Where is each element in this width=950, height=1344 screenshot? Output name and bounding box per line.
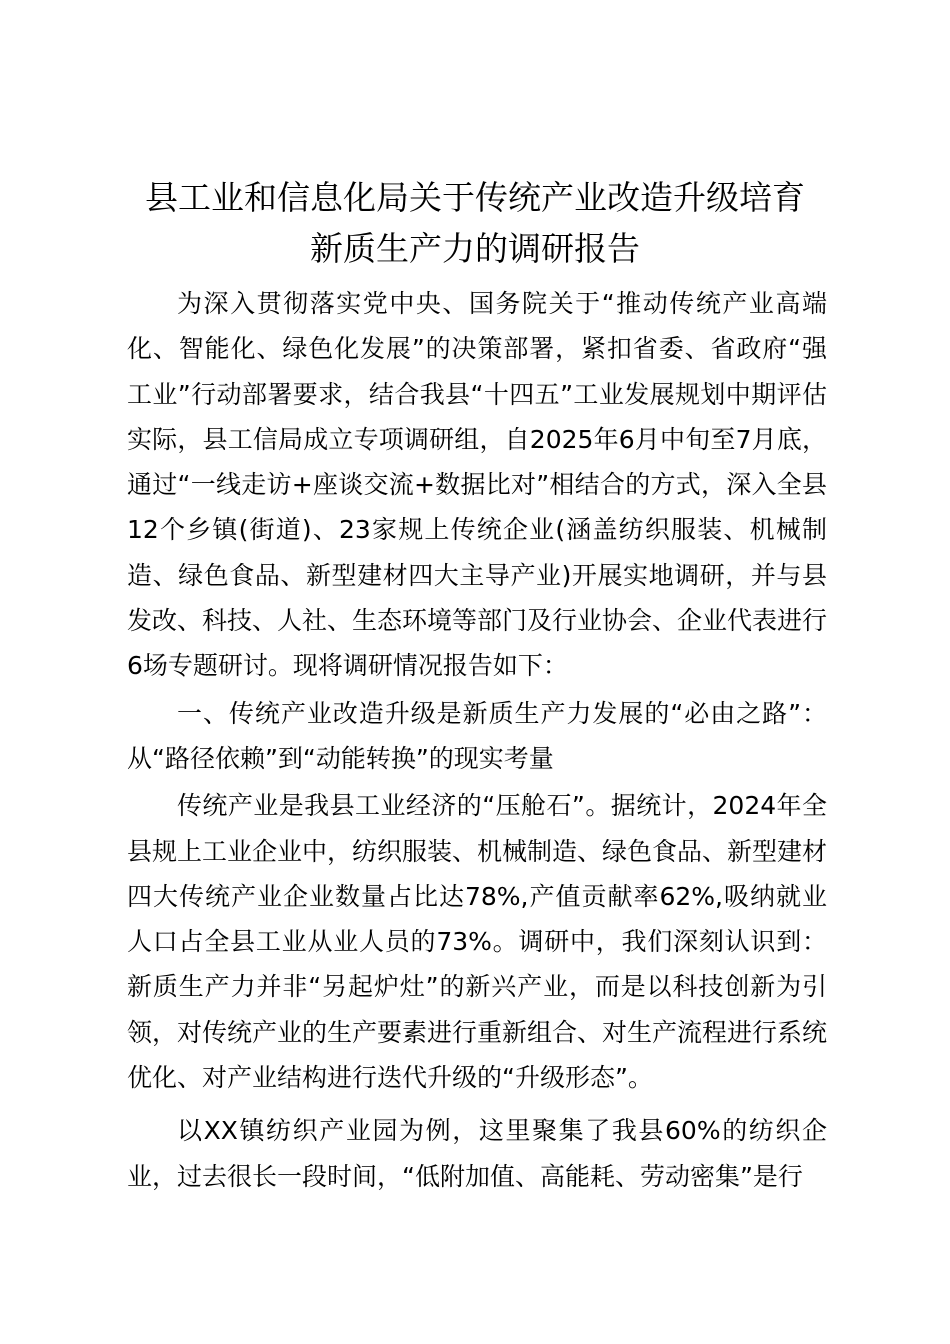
title-line-2: 新质生产力的调研报告 — [310, 229, 640, 268]
paragraph-example: 以XX镇纺织产业园为例，这里聚集了我县60%的纺织企业，过去很长一段时间，“低附加值、高能耗、劳动密集”是行 — [127, 1116, 827, 1191]
paragraph-section-1: 传统产业是我县工业经济的“压舱石”。据统计，2024年全县规上工业企业中，纺织服装、机械制造、绿色食品、新型建材四大传统产业企业数量占比达78%,产值贡献率62%,吸纳就业人口占全县工业从业人员的73%。调研中，我们深刻认识到：新质生产力并非“另起炉灶”的新兴产业，而是以科技创新为引领，对传统产业的生产要素进行重新组合、对生产流程进行系统优化、对产业结构进行迭代升级的“升级形态”。 — [127, 791, 828, 1093]
title-line-1: 县工业和信息化局关于传统产业改造升级培育 — [145, 178, 805, 217]
section-heading-1: 一、传统产业改造升级是新质生产力发展的“必由之路”：从“路径依赖”到“动能转换”的现实考量 — [127, 698, 827, 773]
paragraph-intro: 为深入贯彻落实党中央、国务院关于“推动传统产业高端化、智能化、绿色化发展”的决策部署，紧扣省委、省政府“强工业”行动部署要求，结合我县“十四五”工业发展规划中期评估实际，县工信局成立专项调研组，自2025年6月中旬至7月底，通过“一线走访+座谈交流+数据比对”相结合的方式，深入全县12个乡镇(街道)、23家规上传统企业(涵盖纺织服装、机械制造、绿色食品、新型建材四大主导产业)开展实地调研，并与县发改、科技、人社、生态环境等部门及行业协会、企业代表进行6场专题研讨。现将调研情况报告如下： — [127, 289, 828, 681]
document-body — [127, 281, 827, 1199]
document-title — [100, 172, 850, 274]
